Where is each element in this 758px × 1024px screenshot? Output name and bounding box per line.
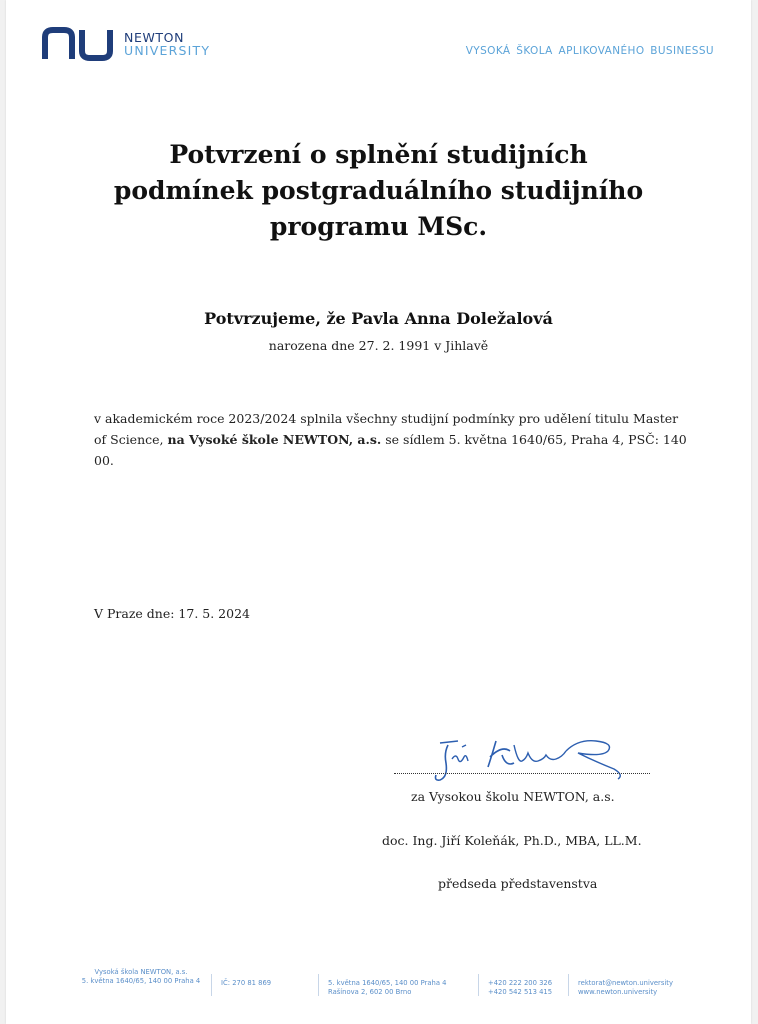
footer-contacts: [578, 979, 673, 997]
footer-phones: [488, 979, 552, 997]
body-paragraph: [94, 408, 694, 471]
document-title: [6, 137, 751, 245]
logo-text-newton: NEWTON: [124, 30, 185, 45]
page-footer: [6, 964, 751, 1004]
footer-divider: [211, 974, 212, 996]
nu-logo-icon: [42, 27, 118, 61]
confirmation-statement: Potvrzujeme, že Pavla Anna Doležalová: [204, 309, 553, 328]
footer-company-address: 5. května 1640/65, 140 00 Praha 4: [81, 977, 201, 985]
footer-divider: [478, 974, 479, 996]
handwritten-signature: [418, 733, 628, 783]
body-text-part-2: se sídlem 5. května 1640/65, Praha 4, PSČ: 140 00.: [94, 432, 687, 468]
footer-address: [81, 968, 201, 986]
signatory-role: předseda představenstva: [438, 876, 598, 891]
footer-website: www.newton.university: [578, 988, 658, 996]
footer-phone-1: +420 222 200 326: [488, 979, 553, 987]
header-tagline: VYSOKÁ ŠKOLA APLIKOVANÉHO BUSINESSU: [465, 45, 714, 57]
footer-divider: [568, 974, 569, 996]
footer-company-id: IČ: 270 81 869: [221, 979, 272, 987]
footer-email: rektorat@newton.university: [578, 979, 673, 987]
birth-details: narozena dne 27. 2. 1991 v Jihlavě: [268, 338, 489, 353]
title-line-3: programu MSc.: [269, 212, 488, 241]
footer-divider: [318, 974, 319, 996]
footer-campuses: [328, 979, 446, 997]
signature-line: [394, 773, 650, 774]
body-text-bold: na Vysoké škole NEWTON, a.s.: [167, 432, 382, 447]
signature-organization: za Vysokou školu NEWTON, a.s.: [411, 789, 615, 804]
footer-phone-2: +420 542 513 415: [488, 988, 553, 996]
body-text-part-1: v akademickém roce 2023/2024 splnila všechny studijní podmínky pro udělení titulu Master of Science,: [94, 411, 679, 447]
document-page: [6, 0, 751, 1024]
footer-campus-brno: Rašínova 2, 602 00 Brno: [328, 988, 412, 996]
place-and-date: V Praze dne: 17. 5. 2024: [94, 606, 250, 621]
footer-company: Vysoká škola NEWTON, a.s.: [94, 968, 188, 976]
title-line-1: Potvrzení o splnění studijních: [169, 140, 588, 169]
logo-text-university: UNIVERSITY: [124, 43, 211, 58]
footer-campus-prague: 5. května 1640/65, 140 00 Praha 4: [328, 979, 447, 987]
title-line-2: podmínek postgraduálního studijního: [113, 176, 644, 205]
newton-logo: [42, 27, 210, 61]
signatory-name: doc. Ing. Jiří Koleňák, Ph.D., MBA, LL.M.: [382, 833, 642, 848]
